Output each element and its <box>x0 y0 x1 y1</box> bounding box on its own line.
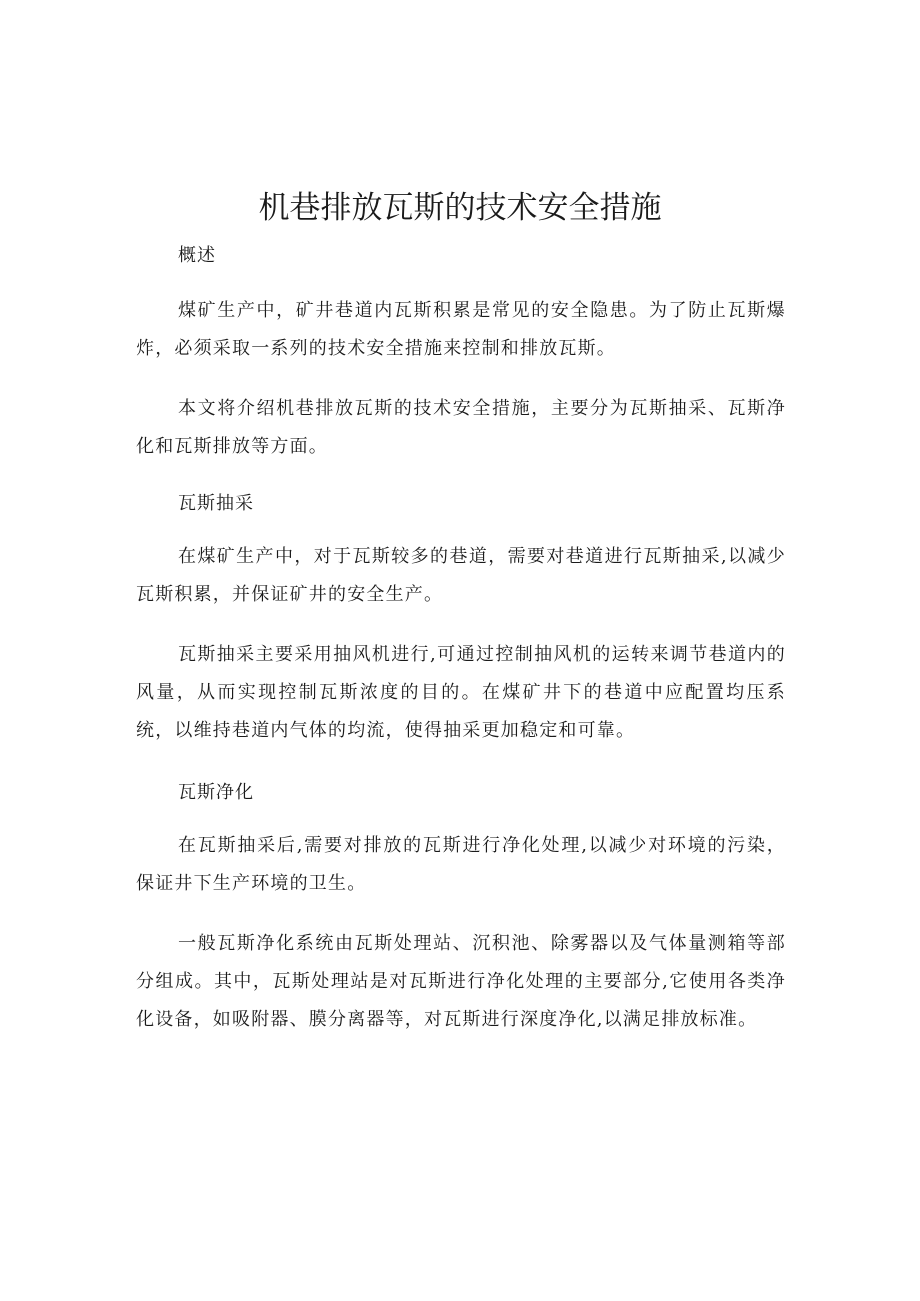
paragraph: 一般瓦斯净化系统由瓦斯处理站、沉积池、除雾器以及气体量测箱等部分组成。其中，瓦斯处理站是对瓦斯进行净化处理的主要部分,它使用各类净化设备，如吸附器、膜分离器等，对瓦斯进行深度净化,以满足排放标准。 <box>136 933 786 1030</box>
section-heading-gas-extraction: 瓦斯抽采 <box>178 493 254 514</box>
paragraph: 本文将介绍机巷排放瓦斯的技术安全措施，主要分为瓦斯抽采、瓦斯净化和瓦斯排放等方面。 <box>136 398 786 457</box>
document-title: 机巷排放瓦斯的技术安全措施 <box>258 190 662 226</box>
paragraph: 在瓦斯抽采后,需要对排放的瓦斯进行净化处理,以减少对环境的污染，保证井下生产环境的卫生。 <box>136 835 786 894</box>
paragraph: 煤矿生产中，矿井巷道内瓦斯积累是常见的安全隐患。为了防止瓦斯爆炸，必须采取一系列的技术安全措施来控制和排放瓦斯。 <box>136 300 786 359</box>
section-heading-gas-purification: 瓦斯净化 <box>178 782 254 803</box>
paragraph: 在煤矿生产中，对于瓦斯较多的巷道，需要对巷道进行瓦斯抽采,以减少瓦斯积累，并保证矿井的安全生产。 <box>136 546 786 605</box>
section-heading-overview: 概述 <box>178 245 216 266</box>
paragraph: 瓦斯抽采主要采用抽风机进行,可通过控制抽风机的运转来调节巷道内的风量，从而实现控制瓦斯浓度的目的。在煤矿井下的巷道中应配置均压系统，以维持巷道内气体的均流，使得抽采更加稳定和可靠。 <box>136 644 786 741</box>
